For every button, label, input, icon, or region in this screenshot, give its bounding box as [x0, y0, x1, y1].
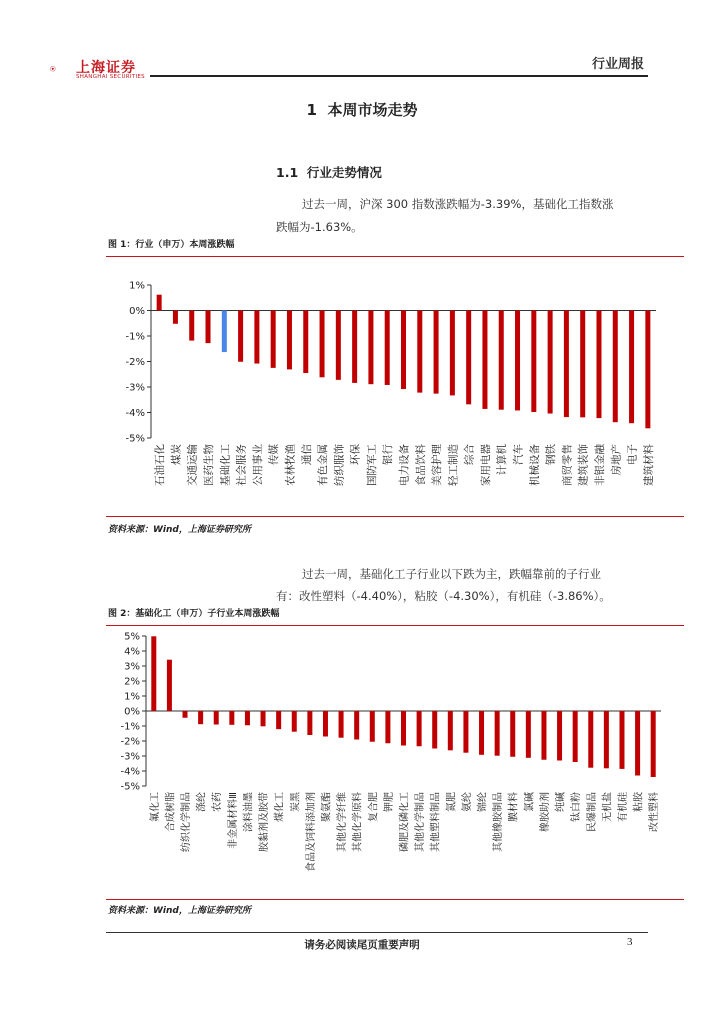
category-label: 橡胶助剂	[539, 792, 551, 832]
category-label: 房地产	[610, 444, 623, 476]
figure-1-bottom-rule	[106, 516, 684, 517]
category-label: 其他橡胶制品	[493, 792, 505, 852]
page-number: 3	[627, 936, 633, 948]
category-label: 环保	[349, 444, 362, 465]
bar-机械设备	[531, 311, 536, 412]
bar-石油石化	[157, 295, 162, 311]
bar-炭黑	[292, 711, 297, 732]
bar-汽车	[515, 311, 520, 411]
figure-1-title: 图 1：行业（申万）本周涨跌幅	[108, 240, 235, 250]
category-label: 氮肥	[446, 792, 458, 812]
bar-轻工制造	[450, 311, 455, 396]
category-label: 涂料油墨	[243, 792, 255, 832]
category-label: 家用电器	[479, 444, 492, 486]
category-label: 涤纶	[196, 792, 208, 812]
category-label: 轻工制造	[447, 444, 460, 486]
category-label: 有色金属	[317, 444, 330, 486]
category-label: 锦纶	[477, 792, 489, 812]
bar-非银金融	[596, 311, 601, 419]
bar-电子	[629, 311, 634, 424]
category-label: 通信	[300, 444, 313, 465]
bar-其他塑料制品	[432, 711, 437, 749]
bar-复合肥	[370, 711, 375, 742]
bar-商贸零售	[564, 311, 569, 418]
category-label: 合成树脂	[165, 792, 177, 832]
category-label: 建筑材料	[642, 444, 655, 486]
y-tick-label: -2%	[125, 357, 145, 368]
category-label: 纺织服饰	[333, 444, 346, 486]
category-label: 医药生物	[203, 444, 216, 486]
bar-有机硅	[619, 711, 624, 769]
category-label: 纯碱	[555, 792, 567, 812]
bar-美容护理	[434, 311, 439, 394]
category-label: 食品饮料	[414, 444, 427, 486]
bar-其他化学制品	[417, 711, 422, 746]
figure-2-top-rule	[106, 625, 684, 626]
category-label: 非金属材料Ⅲ	[227, 792, 239, 849]
bar-传媒	[271, 311, 276, 368]
y-tick-label: 2%	[124, 676, 140, 688]
y-tick-label: -5%	[125, 433, 145, 445]
bar-煤化工	[276, 711, 281, 729]
bar-锦纶	[479, 711, 484, 755]
bar-民爆制品	[588, 711, 593, 768]
category-label: 银行	[382, 444, 395, 465]
figure-2-source: 资料来源：Wind，上海证券研究所	[108, 906, 251, 916]
bar-钾肥	[385, 711, 390, 743]
category-label: 粘胶	[633, 792, 645, 812]
section-title: 本周市场走势	[327, 101, 418, 119]
category-label: 民爆制品	[586, 792, 598, 832]
bar-农药	[214, 711, 219, 725]
bar-房地产	[613, 311, 618, 423]
category-label: 炭黑	[290, 792, 302, 812]
category-label: 国防军工	[365, 444, 378, 486]
y-tick-label: -2%	[120, 736, 140, 748]
category-label: 无机盐	[602, 792, 614, 822]
category-label: 计算机	[496, 444, 509, 476]
category-label: 其他塑料制品	[430, 792, 442, 852]
y-tick-label: 1%	[129, 280, 145, 292]
y-tick-label: 1%	[124, 691, 140, 703]
category-label: 农林牧渔	[284, 444, 297, 486]
bar-胶黏剂及胶带	[261, 711, 266, 726]
category-label: 商贸零售	[561, 444, 574, 486]
category-label: 氟化工	[149, 792, 161, 822]
bar-农林牧渔	[287, 311, 292, 370]
figure-2-title: 图 2：基础化工（申万）子行业本周涨跌幅	[108, 609, 280, 619]
bar-煤炭	[173, 311, 178, 324]
bar-改性塑料	[651, 711, 656, 777]
bar-电力设备	[401, 311, 406, 390]
category-label: 膜材料	[508, 792, 520, 822]
bar-钛白粉	[573, 711, 578, 762]
y-tick-label: -3%	[125, 382, 145, 394]
category-label: 农药	[212, 792, 224, 812]
section-number: 1	[306, 101, 317, 119]
category-label: 非银金融	[593, 444, 606, 486]
bar-聚氨酯	[323, 711, 328, 737]
bar-磷肥及磷化工	[401, 711, 406, 746]
category-label: 煤炭	[170, 444, 183, 465]
category-label: 石油石化	[154, 444, 167, 486]
category-label: 胶黏剂及胶带	[259, 792, 271, 852]
bar-钢铁	[548, 311, 553, 414]
category-label: 钛白粉	[571, 792, 583, 822]
category-label: 钢铁	[545, 444, 558, 465]
category-label: 公用事业	[251, 444, 264, 486]
bar-氮肥	[448, 711, 453, 750]
category-label: 其他化学制品	[415, 792, 427, 852]
paragraph-2-line-2: 有：改性塑料（-4.40%），粘胶（-4.30%），有机硅（-3.86%）。	[276, 589, 611, 603]
category-label: 汽车	[512, 444, 525, 465]
y-tick-label: 0%	[129, 306, 145, 317]
bar-氯碱	[526, 711, 531, 758]
category-label: 改性塑料	[649, 792, 661, 832]
bar-公用事业	[254, 311, 259, 364]
bar-其他化学纤维	[339, 711, 344, 738]
category-label: 美容护理	[431, 444, 444, 486]
bar-建筑材料	[645, 311, 650, 429]
footer-disclaimer: 请务必阅读尾页重要声明	[304, 939, 420, 951]
bar-涤纶	[198, 711, 203, 724]
bar-氟化工	[151, 636, 156, 711]
paragraph-1-line-1: 过去一周，沪深 300 指数涨跌幅为-3.39%，基础化工指数涨	[302, 197, 614, 211]
bar-银行	[385, 311, 390, 385]
bar-有色金属	[320, 311, 325, 378]
bar-交通运输	[189, 311, 194, 341]
figure-1-top-rule	[106, 256, 684, 257]
section-heading	[0, 99, 724, 120]
bar-纺织化学制品	[183, 711, 188, 718]
figure-2-bottom-rule	[106, 899, 684, 900]
category-label: 聚氨酯	[321, 792, 333, 822]
category-label: 煤化工	[274, 792, 286, 822]
category-label: 社会服务	[235, 444, 248, 486]
bar-综合	[466, 311, 471, 405]
bar-非金属材料Ⅲ	[229, 711, 234, 725]
bar-基础化工	[222, 311, 227, 353]
figure-1-chart	[106, 262, 684, 512]
y-tick-label: 4%	[124, 646, 140, 658]
category-label: 交通运输	[186, 444, 199, 486]
subsection-number: 1.1	[276, 165, 299, 180]
category-label: 钾肥	[383, 792, 395, 812]
bar-纯碱	[557, 711, 562, 761]
y-tick-label: -5%	[120, 781, 140, 793]
y-tick-label: -4%	[125, 408, 145, 419]
category-label: 基础化工	[219, 444, 232, 486]
bar-医药生物	[206, 311, 211, 344]
bar-膜材料	[510, 711, 515, 757]
category-label: 电子	[626, 444, 639, 465]
document-type: 行业周报	[591, 57, 644, 72]
bar-氨纶	[463, 711, 468, 753]
category-label: 其他化学原料	[352, 792, 364, 852]
bar-食品饮料	[417, 311, 422, 393]
logo-subtitle: SHANGHAI SECURITIES	[76, 74, 145, 80]
figure-2-chart	[106, 628, 684, 896]
bar-社会服务	[238, 311, 243, 362]
y-tick-label: -4%	[120, 766, 140, 778]
category-label: 传媒	[268, 444, 281, 465]
bar-橡胶助剂	[541, 711, 546, 760]
category-label: 氨纶	[461, 792, 473, 812]
company-logo	[50, 56, 76, 82]
category-label: 食品及饲料添加剂	[305, 792, 317, 872]
bar-其他橡胶制品	[495, 711, 500, 756]
category-label: 有机硅	[617, 792, 629, 822]
category-label: 电力设备	[398, 444, 411, 486]
bar-涂料油墨	[245, 711, 250, 725]
header-rule	[150, 75, 648, 77]
category-label: 纺织化学制品	[181, 792, 193, 852]
logo-text: 上海证券	[76, 60, 136, 76]
category-label: 其他化学纤维	[337, 792, 349, 852]
bar-食品及饲料添加剂	[307, 711, 312, 735]
y-tick-label: -1%	[125, 331, 145, 343]
paragraph-2-line-1: 过去一周，基础化工子行业以下跌为主，跌幅靠前的子行业	[302, 567, 601, 581]
category-label: 机械设备	[528, 444, 541, 486]
category-label: 氯碱	[524, 792, 536, 812]
category-label: 建筑装饰	[577, 444, 590, 486]
bar-通信	[303, 311, 308, 373]
bar-合成树脂	[167, 660, 172, 711]
y-tick-label: 5%	[124, 631, 140, 643]
y-tick-label: -1%	[120, 721, 140, 733]
footer-rule	[106, 932, 648, 933]
bar-粘胶	[635, 711, 640, 776]
category-label: 复合肥	[368, 792, 380, 822]
bar-家用电器	[482, 311, 487, 409]
subsection-heading	[276, 163, 382, 181]
bar-国防军工	[368, 311, 373, 385]
bar-环保	[352, 311, 357, 383]
bar-纺织服饰	[336, 311, 341, 380]
paragraph-1-line-2: 跌幅为-1.63%。	[276, 220, 363, 234]
y-tick-label: 3%	[124, 661, 140, 673]
bar-其他化学原料	[354, 711, 359, 740]
bar-计算机	[499, 311, 504, 410]
subsection-title: 行业走势情况	[306, 165, 382, 180]
y-tick-label: 0%	[124, 706, 140, 718]
bar-无机盐	[604, 711, 609, 768]
figure-1-source: 资料来源：Wind，上海证券研究所	[108, 525, 251, 535]
category-label: 综合	[463, 444, 476, 465]
category-label: 磷肥及磷化工	[399, 792, 411, 852]
bar-建筑装饰	[580, 311, 585, 418]
y-tick-label: -3%	[120, 751, 140, 763]
